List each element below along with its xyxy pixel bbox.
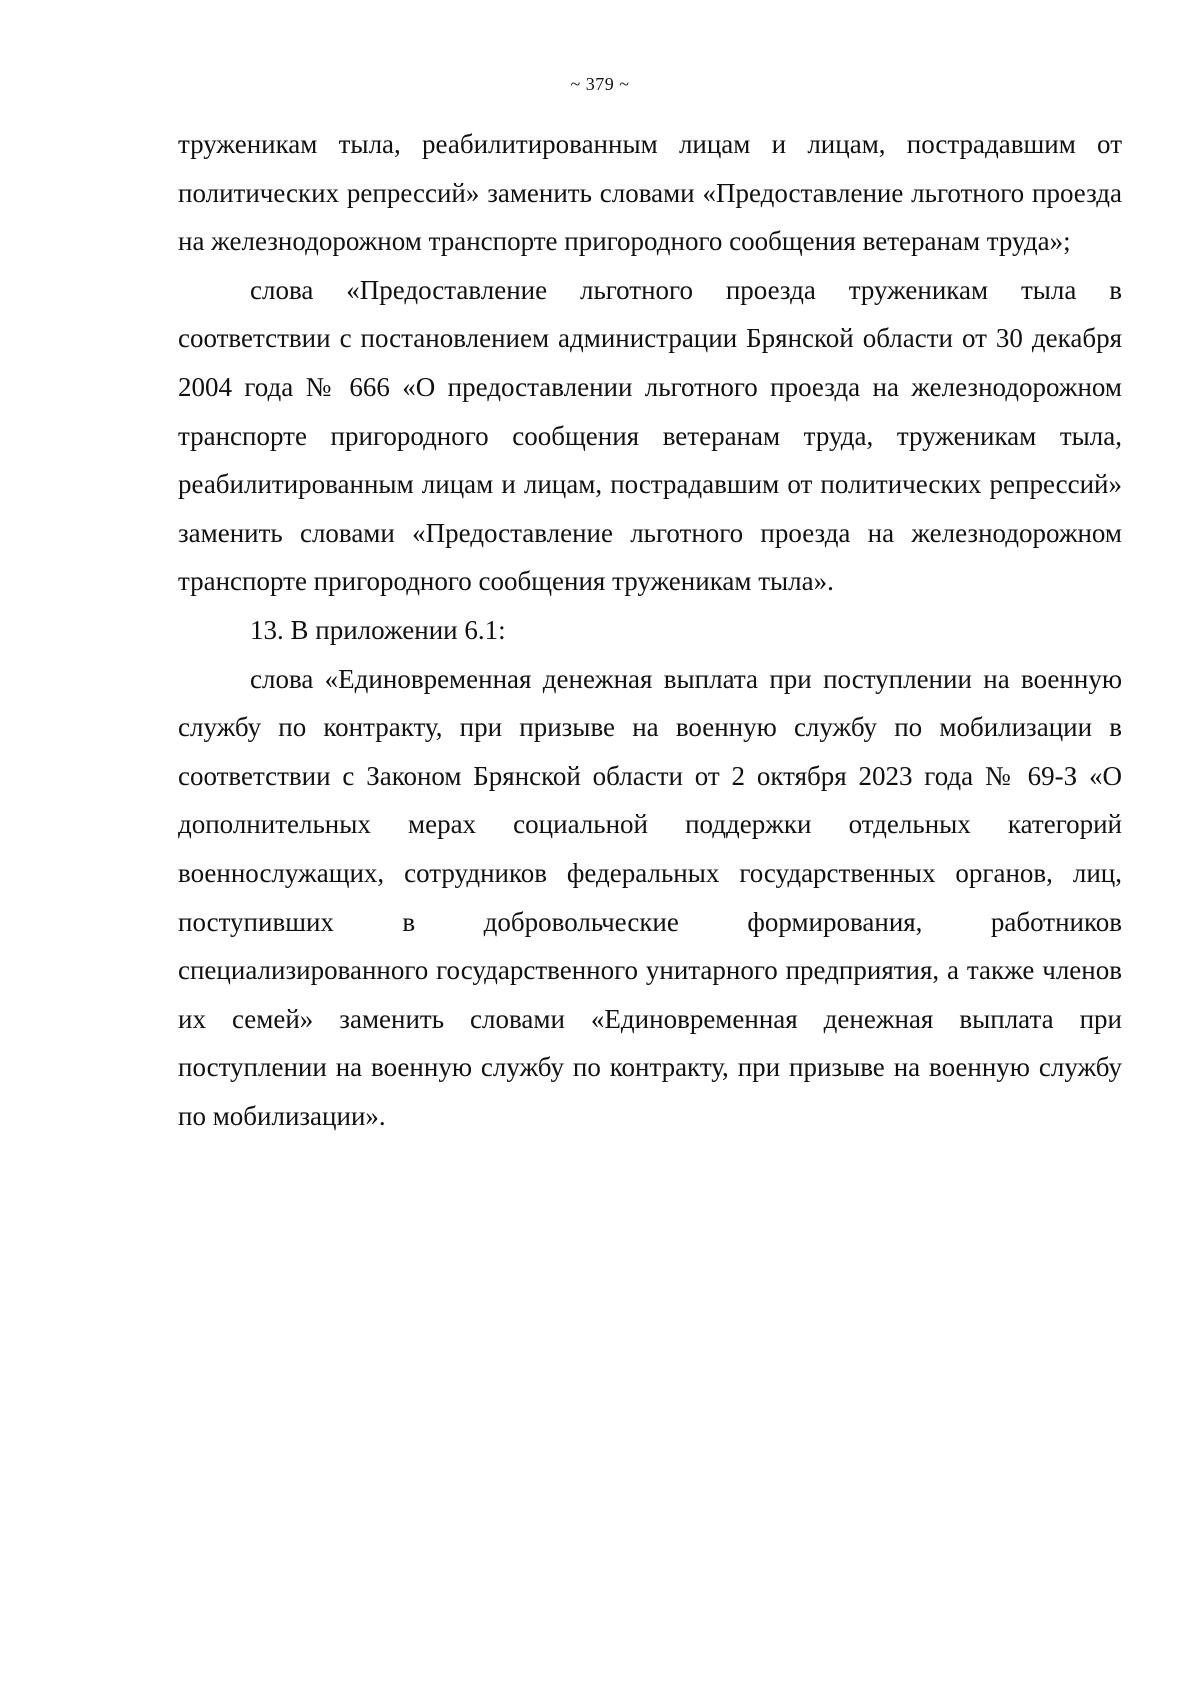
page-number: ~ 379 ~ [570,74,630,94]
section-heading-item-13: 13. В приложении 6.1: [250,614,506,645]
paragraph-continuation: труженикам тыла, реабилитированным лицам и лицам, пострадавшим от политических репрессий» заменить словами «Предоставление льготного проезда на железнодорожном транспорте пригородного сообщения ветеранам труда»; [178,129,1122,257]
paragraph-amendment-military-payment: слова «Единовременная денежная выплата при поступлении на военную службу по контракту, при призыве на военную службу по мобилизации в соответствии с Законом Брянской области от 2 октября 2023 года № 69-З «О дополнительных мерах социальной поддержки отдельных категорий военнослужащих, сотрудников федеральных государственных органов, лиц, поступивших в добровольческие формирования, работников специализированного государственного унитарного предприятия, а также членов их семей» заменить словами «Единовременная денежная выплата при поступлении на военную службу по контракту, при призыве на военную службу по мобилизации». [178,663,1122,1131]
paragraph-amendment-labor-front: слова «Предоставление льготного проезда труженикам тыла в соответствии с постановлением администрации Брянской области от 30 декабря 2004 года № 666 «О предоставлении льготного проезда на железнодорожном транспорте пригородного сообщения ветеранам труда, труженикам тыла, реабилитированным лицам и лицам, пострадавшим от политических репрессий» заменить словами «Предоставление льготного проезда на железнодорожном транспорте пригородного сообщения труженикам тыла». [178,274,1122,597]
document-body [178,120,1122,1140]
